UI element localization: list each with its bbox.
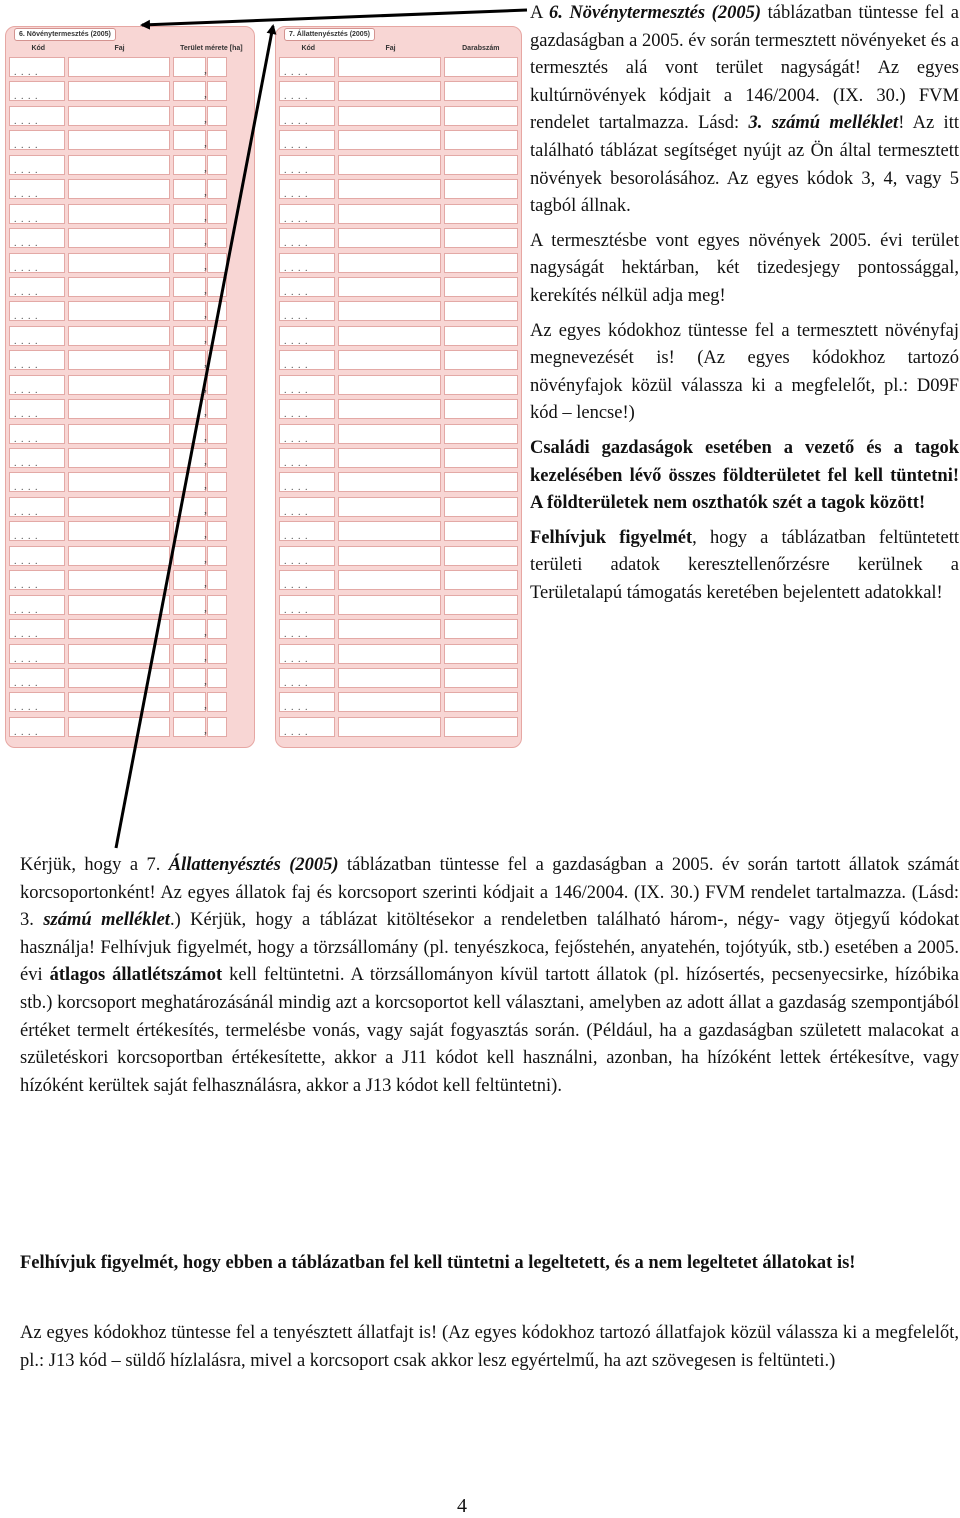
instructions-paragraph-4: Családi gazdaságok esetében a vezető és a tagok kezelésében lévő összes földterületet fel kell tüntetni! A földterületek nem oszthatók szét a tagok között! xyxy=(530,437,959,514)
table-7-title: Állattenyésztés (2005) xyxy=(168,855,339,875)
plant-col-code: Kód xyxy=(31,44,46,52)
appendix-reference: 3. számú melléklet xyxy=(748,113,899,134)
page-number: 4 xyxy=(457,1495,467,1517)
grazing-notice: Felhívjuk figyelmét, hogy ebben a táblázatban fel kell tüntetni a legeltetett, és a nem legeltetet állatokat is! xyxy=(20,1253,856,1273)
species-code-instructions: Az egyes kódokhoz tüntesse fel a tenyésztett állatfajt is! (Az egyes kódokhoz tartozó állatfajok közül válassza ki a megfelelőt, pl.: J13 kód – süldő hízlalásra, mivel a korcsoport csak akkor lesz egyértelmű, ha azt szövegesen is feltünteti.) xyxy=(20,1323,959,1371)
arrow-to-plant-form xyxy=(142,10,527,25)
animal-col-count: Darabszám xyxy=(462,44,500,52)
plant-form-title: 6. Növénytermesztés (2005) xyxy=(14,28,116,41)
plant-col-area: Terület mérete [ha] xyxy=(180,44,243,52)
instructions-paragraph-5: Felhívjuk figyelmét, hogy a táblázatban feltüntetett területi adatok keresztellenőrzésre kerülnek a Területalapú támogatás keretében bejelentett adatokkal! xyxy=(530,527,959,603)
table-6-title: 6. Növénytermesztés (2005) xyxy=(548,3,761,23)
animal-col-code: Kód xyxy=(301,44,316,52)
animal-col-species: Faj xyxy=(385,44,396,52)
plant-col-species: Faj xyxy=(114,44,125,52)
arrow-to-animal-form xyxy=(116,26,273,848)
instructions-paragraph-1: A 6. Növénytermesztés (2005) táblázatban tüntesse fel a gazdaságban a 2005. év során termesztett növényeket és a termesztés alá vont terület nagyságát! Az egyes kultúrnövények kódjait a 146/2004. (IX. 30.) FVM rendelet tartalmazza. Lásd: 3. számú melléklet! Az itt található táblázat segítséget nyújt az Ön által termesztett növények besorolásához. Az egyes kódok 3, 4, vagy 5 tagból állnak. xyxy=(530,3,959,217)
instructions-paragraph-3: Az egyes kódokhoz tüntesse fel a termesztett növényfaj megnevezését is! (Az egyes kódokhoz tartozó növényfajok közül válassza ki a megfelelőt, pl.: D09F kód – lencse!) xyxy=(530,320,959,424)
animal-table-instructions: Kérjük, hogy a 7. Állattenyésztés (2005) táblázatban tüntesse fel a gazdaságban a 2005. év során tartott állatok számát korcsoportonként! Az egyes állatok faj és korcsoport szerinti kódjait a 146/2004. (IX. 30.) FVM rendelet tartalmazza. (Lásd: 3. számú melléklet.) Kérjük, hogy a táblázat kitöltésekor a rendeletben található három-, négy- vagy ötjegyű kódokat használja! Felhívjuk figyelmét, hogy a törzsállomány (pl. tenyészkoca, fejőstehén, anyatehén, tojótyúk, stb.) esetében a 2005. évi átlagos állatlétszámot kell feltüntetni. A törzsállományon kívül tartott állatok (pl. hízósertés, pecsenyecsirke, hízóbika stb.) korcsoport meghatározásánál mindig azt a korcsoportot kell választani, amelyben az adott állat a gazdaság szempontjából értéket termelt értékesítés, termelésbe vonás, vagy saját fogyasztás során. (Például, ha a gazdaságban született malacokat a születéskori korcsoportban értékesítette, akkor a J11 kódot kell használni, azonban, ha hízóként lettek értékesítve, vagy hízóként kerültek saját felhasználásra, akkor a J13 kódot kell feltüntetni). xyxy=(20,855,960,1096)
instructions-paragraph-2: A termesztésbe vont egyes növények 2005. évi terület nagyságát hektárban, két tizedesjegy pontossággal, kerekítés nélkül adja meg! xyxy=(530,230,959,306)
animal-form-title: 7. Állattenyésztés (2005) xyxy=(284,28,375,41)
plant-table-instructions xyxy=(530,0,959,614)
